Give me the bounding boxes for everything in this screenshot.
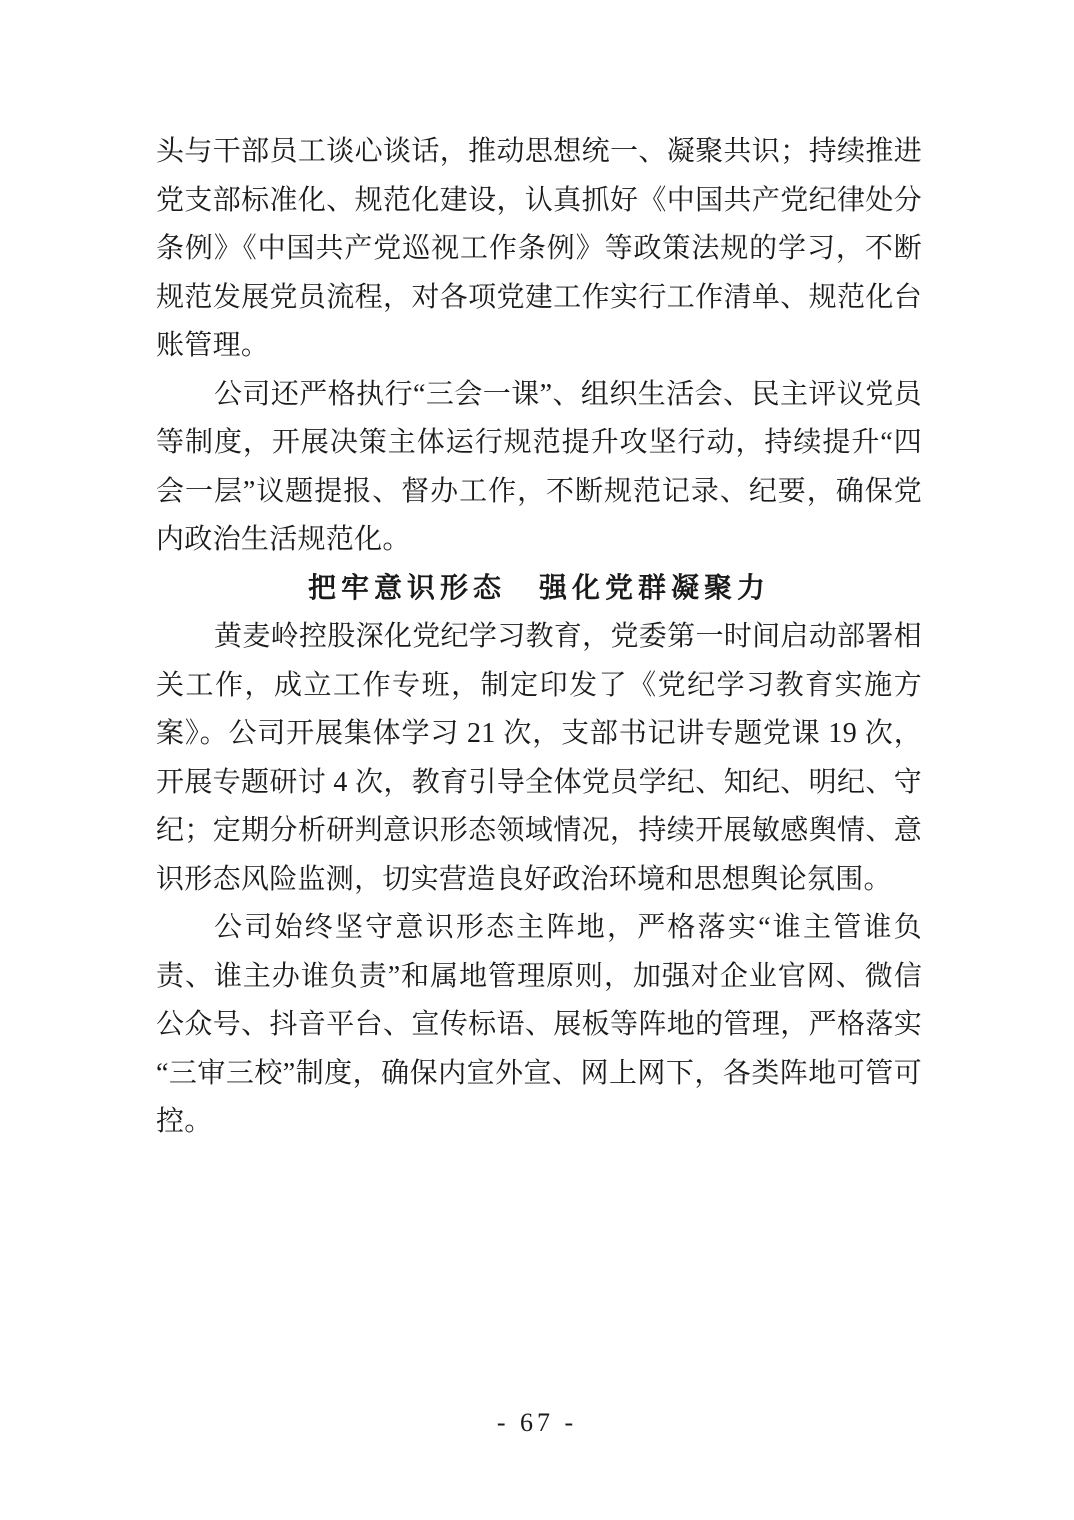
section-heading: 把牢意识形态 强化党群凝聚力 xyxy=(307,572,770,604)
paragraph: 公司还严格执行“三会一课”、组织生活会、民主评议党员等制度，开展决策主体运行规范提升攻坚行动，持续提升“四会一层”议题提报、督办工作，不断规范记录、纪要，确保党内政治生活规范化。 xyxy=(156,378,922,555)
document-body xyxy=(156,128,922,1147)
paragraph: 黄麦岭控股深化党纪学习教育，党委第一时间启动部署相关工作，成立工作专班，制定印发了《党纪学习教育实施方案》。公司开展集体学习 21 次，支部书记讲专题党课 19 次，开展专题研讨 4 次，教育引导全体党员学纪、知纪、明纪、守纪；定期分析研判意识形态领域情况，持续开展敏感舆情、意识形态风险监测，切实营造良好政治环境和思想舆论氛围。 xyxy=(156,621,922,895)
paragraph: 头与干部员工谈心谈话，推动思想统一、凝聚共识；持续推进党支部标准化、规范化建设，认真抓好《中国共产党纪律处分条例》《中国共产党巡视工作条例》等政策法规的学习，不断规范发展党员流程，对各项党建工作实行工作清单、规范化台账管理。 xyxy=(156,136,922,361)
paragraph: 公司始终坚守意识形态主阵地，严格落实“谁主管谁负责、谁主办谁负责”和属地管理原则，加强对企业官网、微信公众号、抖音平台、宣传标语、展板等阵地的管理，严格落实“三审三校”制度，确保内宣外宣、网上网下，各类阵地可管可控。 xyxy=(156,912,922,1137)
page-number: - 67 - xyxy=(496,1408,578,1437)
